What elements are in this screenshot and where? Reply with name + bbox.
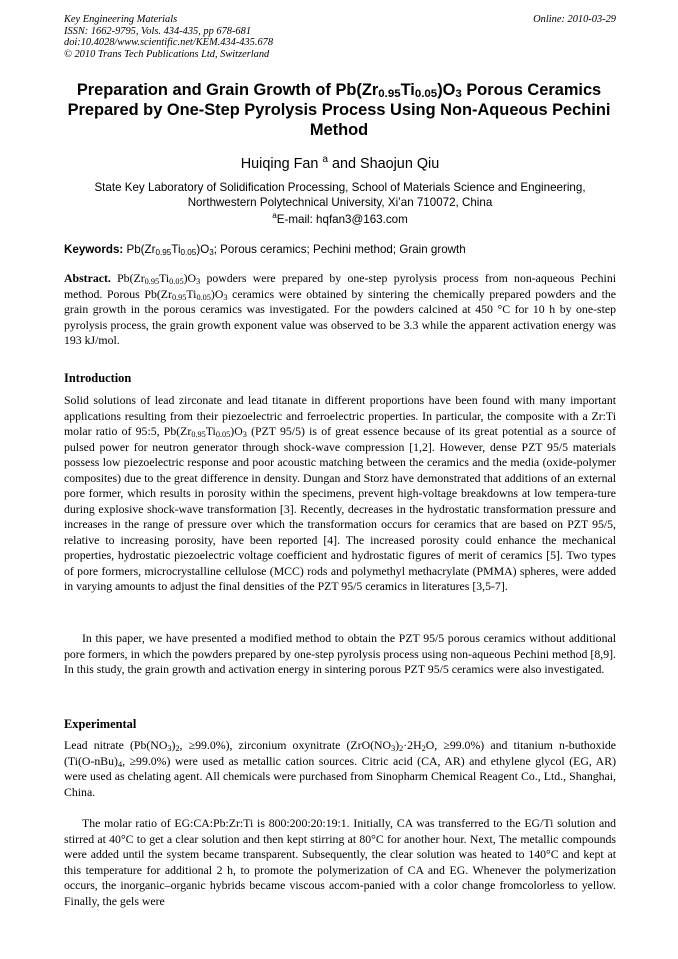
body-subscript: 4: [117, 759, 123, 769]
experimental-heading: Experimental: [64, 717, 137, 731]
introduction-heading: Introduction: [64, 371, 132, 385]
contact-email: [64, 213, 616, 227]
body-text: Solid solutions of lead zirconate and lead titanate in different proportions have been found with many important applications resulting from their piezoelectric and ferroelectric properties. In particular, the composite with a Zr:Ti molar ratio of 95:5, Pb(Zr: [64, 393, 616, 438]
online-date: Online: 2010-03-29: [533, 14, 616, 25]
title-text: Porous Ceramics Prepared by One-Step Pyrolysis Process Using Non-Aqueous Pechini Method: [67, 81, 611, 139]
body-text: O, ≥99.0%) and titanium n-buthoxide (Ti(O-nBu): [64, 738, 616, 768]
body-text: , ≥99.0%), zirconium oxynitrate (ZrO(NO: [179, 738, 392, 752]
author-name: and Shaojun Qiu: [328, 156, 440, 172]
title-subscript: 0.05: [414, 88, 438, 100]
body-text: ): [395, 738, 400, 752]
body-subscript: 2: [421, 744, 426, 753]
abstract-text: Ti: [159, 271, 170, 285]
author-name: Huiqing Fan: [240, 156, 319, 172]
abstract-subscript: 3: [223, 292, 228, 302]
body-text: )O: [230, 424, 243, 438]
title-text: )O: [437, 81, 456, 99]
body-subscript: 2: [175, 744, 180, 753]
keywords-text: Ti: [171, 243, 181, 256]
experimental-paragraph: The molar ratio of EG:CA:Pb:Zr:Ti is 800:200:20:19:1. Initially, CA was transferred to the EG/Ti solution and stirred at 40°C to get a clear solution and then kept stirring at 80°C for another hour. Next, The metallic compounds were added until the system became transparent. Subsequently, the clear solution was heated to 140°C and kept at this temperature for additional 2 h, to promote the polymerization of CA and EG. Whenever the polymerization occurs, the inorganic–organic hybrids became viscous accom-panied with a color change fromcolorless to yellow. Finally, the gels were: [64, 816, 616, 908]
author-superscript: a: [322, 154, 328, 166]
affiliation: [64, 180, 616, 210]
body-text: (PZT 95/5) is of great essence because of its great potential as a source of pulsed power for neutron generator through shock-wave compression [1,2]. However, dense PZT 95/5 materials possess low piezoelectric response and poor acoustic matching between the ceramics and the media (oxide-polymer composites) due to the great difference in density. Dungan and Storz have demonstrated that additions of an external pore former, which results in porosity within the specimens, prevent high-voltage breakdowns at low tempera-ture during explosive shock-wave transformation [3]. Recently, decreases in the hydrostatic transformation pressure and increases in the range of pressure over which the transformation occurs for ceramics that are based on PZT 95/5, relative to increasing porosity, have been reported [4]. The increased porosity could enhance the mechanical properties, hydrostatic piezoelectric voltage coefficient and hydrostatic figures of merit of ceramics [5]. Two types of pore formers, microcrystalline cellulose (MCC) rods and polymethyl methacrylate (PMMA) spheres, were added in varying amounts to adjust the final densities of the PZT 95/5 ceramics in literatures [3,5-7].: [64, 424, 617, 593]
abstract: [64, 271, 616, 349]
body-subscript: 3: [391, 744, 396, 753]
affiliation-line: Northwestern Polytechnical University, Xi’an 710072, China: [187, 196, 493, 209]
doi-line: doi:10.4028/www.scientific.net/KEM.434-435.678: [64, 37, 274, 49]
title-text: Ti: [400, 81, 415, 99]
body-text: Lead nitrate (Pb(NO: [64, 738, 168, 752]
author-list: [64, 156, 616, 173]
keywords-label: Keywords:: [64, 243, 124, 256]
abstract-subscript: 0.95: [144, 277, 160, 286]
body-text: Ti: [205, 424, 216, 438]
body-subscript: 3: [242, 430, 247, 439]
experimental-paragraph: [64, 738, 616, 800]
keywords: [64, 243, 616, 257]
body-subscript: 3: [167, 744, 172, 753]
issn-line: ISSN: 1662-9795, Vols. 434-435, pp 678-681: [64, 25, 252, 37]
keywords-text: Pb(Zr: [123, 243, 156, 256]
abstract-text: )O: [210, 286, 224, 301]
keywords-text: )O: [196, 243, 210, 256]
introduction-paragraph: [64, 393, 616, 595]
keywords-subscript: 0.05: [180, 248, 197, 257]
title-text: Preparation and Grain Growth of Pb(Zr: [76, 81, 379, 99]
abstract-text: Pb(Zr: [110, 271, 145, 285]
keywords-subscript: 3: [209, 248, 214, 257]
email-text: E-mail: hqfan3@163.com: [276, 213, 408, 226]
abstract-subscript: 3: [196, 277, 201, 286]
abstract-text: ceramics were obtained by sintering the chemically prepared powders and the grain growth in the porous ceramics was investigated. For the powders calcined at 450 °C for 10 h by one-step pyrolysis process, the grain growth exponent value was observed to be 3.3 while the apparent activation energy was 193 kJ/mol.: [64, 286, 616, 347]
title-subscript: 3: [455, 88, 462, 100]
abstract-label: Abstract.: [64, 271, 111, 285]
body-subscript: 0.05: [215, 430, 231, 439]
keywords-subscript: 0.95: [155, 248, 172, 257]
abstract-subscript: 0.05: [196, 292, 211, 302]
keywords-text: ; Porous ceramics; Pechini method; Grain growth: [213, 243, 466, 256]
abstract-subscript: 0.05: [169, 277, 184, 286]
body-text: ): [171, 738, 176, 752]
introduction-paragraph: In this paper, we have presented a modified method to obtain the PZT 95/5 porous ceramics without additional pore formers, in which the powders prepared by one-step pyrolysis process using non-aqueous Pechini method [8,9]. In this study, the grain growth and activation energy in sintering porous PZT 95/5 ceramics were also investigated.: [64, 631, 616, 676]
abstract-subscript: 0.95: [171, 292, 187, 302]
journal-name: Key Engineering Materials: [64, 14, 178, 25]
journal-header: [64, 14, 616, 60]
title-subscript: 0.95: [378, 88, 401, 100]
body-subscript: 2: [399, 744, 404, 753]
body-text: , ≥99.0%) were used as metallic cation sources. Citric acid (CA, AR) and ethylene glycol (EG, AR) were used as chelating agent. All chemicals were purchased from Sinopharm Chemical Reagent Co., Ltd., Shanghai, China.: [64, 753, 616, 799]
abstract-text: )O: [183, 271, 197, 285]
paper-title: [56, 80, 622, 140]
abstract-text: Ti: [186, 286, 197, 301]
affiliation-line: State Key Laboratory of Solidification Processing, School of Materials Science and Engineering,: [94, 181, 586, 194]
email-superscript: a: [272, 211, 277, 221]
body-subscript: 0.95: [191, 430, 206, 439]
body-text: ·2H: [403, 738, 422, 752]
abstract-text: powders were prepared by one-step pyrolysis process from non-aqueous Pechini method. Porous Pb(Zr: [64, 271, 616, 301]
copyright-line: © 2010 Trans Tech Publications Ltd, Switzerland: [64, 48, 270, 60]
